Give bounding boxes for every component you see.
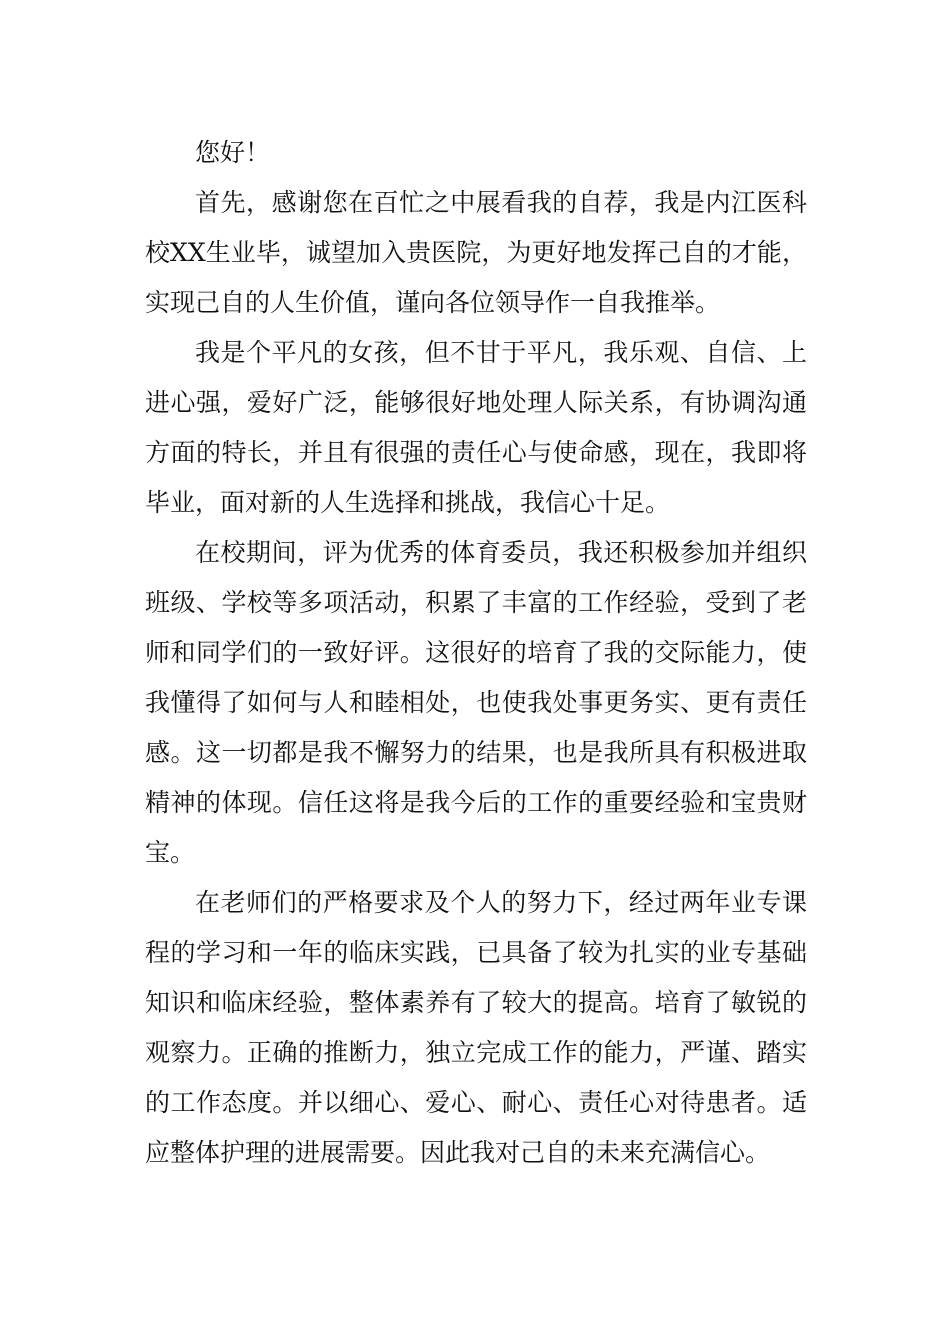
paragraph-professional-skills: 在老师们的严格要求及个人的努力下，经过两年业专课程的学习和一年的临床实践，已具备了较为扎实的业专基础知识和临床经验，整体素养有了较大的提高。培育了敏锐的观察力。正确的推断力，独立完成工作的能力，严谨、踏实的工作态度。并以细心、爱心、耐心、责任心对待患者。适应整体护理的进展需要。因此我对己自的未来充满信心。 — [145, 888, 807, 1167]
salutation: 您好！ — [195, 138, 271, 167]
paragraph-school-activities: 在校期间，评为优秀的体育委员，我还积极参加并组织班级、学校等多项活动，积累了丰富的工作经验，受到了老师和同学们的一致好评。这很好的培育了我的交际能力，使我懂得了如何与人和睦相处，也使我处事更务实、更有责任感。这一切都是我不懈努力的结果，也是我所具有积极进取精神的体现。信任这将是我今后的工作的重要经验和宝贵财宝。 — [145, 538, 807, 867]
paragraph-introduction: 首先，感谢您在百忙之中展看我的自荐，我是内江医科校XX生业毕，诚望加入贵医院，为更好地发挥己自的才能，实现己自的人生价值，谨向各位领导作一自我推举。 — [145, 188, 807, 317]
paragraph-personality: 我是个平凡的女孩，但不甘于平凡，我乐观、自信、上进心强，爱好广泛，能够很好地处理人际关系，有协调沟通方面的特长，并且有很强的责任心与使命感，现在，我即将毕业，面对新的人生选择和挑战，我信心十足。 — [145, 338, 807, 517]
letter-body — [145, 128, 807, 1178]
